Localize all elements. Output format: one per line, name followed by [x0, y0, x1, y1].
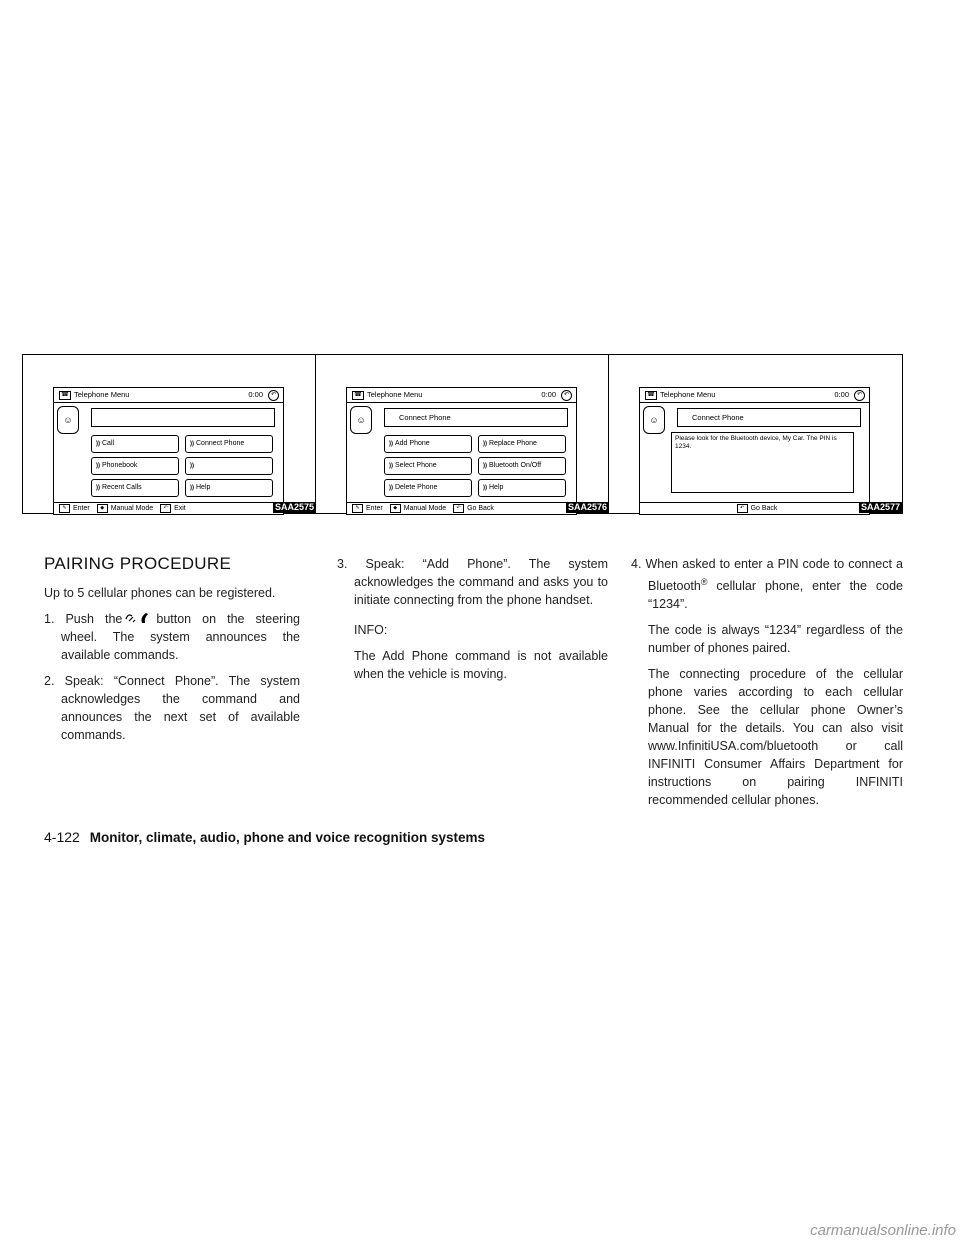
screen-title: Telephone Menu	[367, 390, 423, 399]
page-number: 4-122	[44, 829, 80, 845]
section-title: Monitor, climate, audio, phone and voice recognition systems	[89, 830, 486, 845]
figure-connect-phone-menu	[315, 354, 610, 514]
menu-button-recent-calls: )) Recent Calls	[91, 479, 179, 497]
screen-footer: ✎ Enter ◆ Manual Mode ↶ Exit	[54, 502, 283, 514]
step-4: 4. When asked to enter a PIN code to connect a Bluetooth® cellular phone, enter the code “1234”.	[631, 557, 903, 612]
screen-title-bar	[640, 388, 869, 403]
text-column-3	[631, 555, 903, 817]
screen-title-bar	[347, 388, 576, 403]
menu-button-call: )) Call	[91, 435, 179, 453]
page-footer	[44, 829, 485, 845]
screen-title: Telephone Menu	[660, 390, 716, 399]
menu-button-select-phone: )) Select Phone	[384, 457, 472, 475]
menu-button-empty: ))	[185, 457, 273, 475]
info-label: INFO:	[354, 623, 388, 637]
screen	[346, 387, 577, 515]
exit-key-icon: ↶	[160, 504, 171, 513]
figure-code: SAA2576	[567, 502, 607, 512]
command-field	[91, 408, 275, 427]
screen-time: 0:00	[541, 390, 556, 399]
screen	[639, 387, 870, 515]
menu-button-connect-phone: )) Connect Phone	[185, 435, 273, 453]
command-field: Connect Phone	[677, 408, 861, 427]
watermark: carmanualsonline.info	[810, 1222, 956, 1239]
step-3: 3. Speak: “Add Phone”. The system acknowledges the command and asks you to initiate connecting from the phone handset.	[337, 557, 608, 607]
section-heading: PAIRING PROCEDURE	[44, 554, 232, 573]
figure-code: SAA2577	[860, 502, 900, 512]
phone-icon: ☎	[645, 391, 657, 400]
phone-icon: ☎	[352, 391, 364, 400]
step-1: 1. Push the button on the steering wheel. The system announces the available commands.	[44, 612, 300, 662]
enter-key-icon: ✎	[352, 504, 363, 513]
voice-head-icon: ☺	[57, 406, 79, 434]
menu-button-delete-phone: )) Delete Phone	[384, 479, 472, 497]
screen-time: 0:00	[834, 390, 849, 399]
go-back-key-icon: ↶	[737, 504, 748, 513]
figure-pin-prompt	[608, 354, 903, 514]
step-4-details: The connecting procedure of the cellular phone varies according to each cellular phone. See the cellular phone Owner’s Manual for the details. You can also visit www.InfinitiUSA.com/bluetooth or call INFINITI Consumer Affairs Department for instructions on pairing INFINITI recommended cellular phones.	[648, 667, 903, 808]
menu-button-phonebook: )) Phonebook	[91, 457, 179, 475]
figure-code: SAA2575	[274, 502, 314, 512]
menu-button-add-phone: )) Add Phone	[384, 435, 472, 453]
pin-info-box: Please look for the Bluetooth device, My Car. The PIN is 1234.	[671, 432, 854, 493]
screen-title-bar	[54, 388, 283, 403]
menu-button-help: )) Help	[185, 479, 273, 497]
phone-icon: ☎	[59, 391, 71, 400]
manual-mode-key-icon: ◆	[390, 504, 401, 513]
text-column-1	[44, 555, 300, 752]
go-back-key-icon: ↶	[453, 504, 464, 513]
screen-title: Telephone Menu	[74, 390, 130, 399]
command-field: Connect Phone	[384, 408, 568, 427]
step-2: 2. Speak: “Connect Phone”. The system acknowledges the command and announces the next set of available commands.	[44, 674, 300, 742]
screen-footer: ↶ Go Back	[640, 502, 869, 514]
voice-head-icon: ☺	[643, 406, 665, 434]
menu-button-replace-phone: )) Replace Phone	[478, 435, 566, 453]
menu-button-bluetooth-on-off: )) Bluetooth On/Off	[478, 457, 566, 475]
enter-key-icon: ✎	[59, 504, 70, 513]
menu-button-help: )) Help	[478, 479, 566, 497]
back-icon: ↶	[268, 390, 279, 401]
screen	[53, 387, 284, 515]
back-icon: ↶	[854, 390, 865, 401]
screen-footer: ✎ Enter ◆ Manual Mode ↶ Go Back	[347, 502, 576, 514]
screen-time: 0:00	[248, 390, 263, 399]
info-text: The Add Phone command is not available when the vehicle is moving.	[354, 649, 608, 681]
talk-phone-button-icon	[122, 611, 156, 625]
step-4-note: The code is always “1234” regardless of the number of phones paired.	[648, 623, 903, 656]
text-column-2	[337, 555, 608, 691]
manual-mode-key-icon: ◆	[97, 504, 108, 513]
back-icon: ↶	[561, 390, 572, 401]
intro-text: Up to 5 cellular phones can be registered.	[44, 586, 276, 600]
figure-telephone-menu	[22, 354, 317, 514]
voice-head-icon: ☺	[350, 406, 372, 434]
